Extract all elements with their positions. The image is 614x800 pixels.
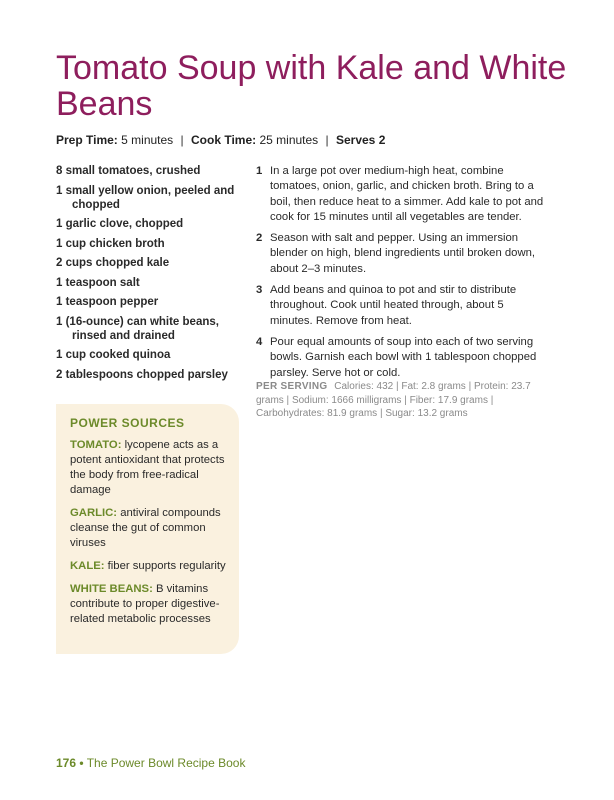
- nutrition-text: Calories: 432 | Fat: 2.8 grams | Protein: 23.7 grams | Sodium: 1666 milligrams | Fiber: 17.9 grams | Carbohydrates: 81.9 grams | Sugar: 13.2 grams: [256, 381, 531, 419]
- power-source-text: B vitamins contribute to proper digestive-related metabolic processes: [70, 583, 220, 625]
- power-source-text: antiviral compounds cleanse the gut of common viruses: [70, 507, 221, 549]
- page-footer: [56, 756, 245, 770]
- power-source-label: TOMATO:: [70, 439, 122, 451]
- step-text: Season with salt and pepper. Using an immersion blender on high, blend ingredients until broken down, about 2–3 minutes.: [270, 232, 536, 275]
- ingredient-item: 1 teaspoon pepper: [56, 296, 159, 308]
- prep-time-value: 5 minutes: [121, 133, 174, 147]
- ingredient-item: 8 small tomatoes, crushed: [56, 165, 201, 177]
- cook-time-label: Cook Time:: [191, 133, 257, 147]
- power-source-text: fiber supports regularity: [107, 560, 226, 572]
- ingredient-item: 1 teaspoon salt: [56, 276, 140, 289]
- meta-separator: |: [180, 133, 184, 147]
- ingredient-item: 2 cups chopped kale: [56, 257, 170, 269]
- nutrition-info: [256, 380, 546, 421]
- power-source-item: [70, 438, 227, 498]
- ingredient-item: 1 (16-ounce) can white beans, rinsed and drained: [56, 315, 219, 342]
- page-number: 176: [56, 756, 77, 770]
- power-source-item: [70, 582, 227, 627]
- recipe-meta: [56, 133, 385, 147]
- power-sources-box: [56, 404, 239, 654]
- directions-list: [256, 164, 546, 387]
- prep-time-label: Prep Time:: [56, 133, 118, 147]
- ingredient-item: 1 cup chicken broth: [56, 237, 165, 250]
- step-number: 3: [256, 284, 263, 297]
- step-number: 4: [256, 335, 263, 348]
- ingredient-item: 2 tablespoons chopped parsley: [56, 368, 228, 381]
- ingredient-item: 1 garlic clove, chopped: [56, 218, 184, 230]
- power-source-label: KALE:: [70, 560, 105, 572]
- ingredient-list: [56, 164, 246, 387]
- direction-step: [256, 335, 546, 381]
- power-source-label: WHITE BEANS:: [70, 583, 153, 595]
- footer-bullet: •: [79, 756, 84, 770]
- book-title: The Power Bowl Recipe Book: [86, 756, 246, 770]
- step-text: Pour equal amounts of soup into each of two serving bowls. Garnish each bowl with 1 tablespoon chopped parsley. Serve hot or cold.: [270, 335, 537, 379]
- cook-time-value: 25 minutes: [259, 133, 319, 147]
- power-source-item: [70, 506, 227, 551]
- ingredient-item: 1 cup cooked quinoa: [56, 349, 171, 361]
- step-text: Add beans and quinoa to pot and stir to distribute throughout. Cook until heated through, about 5 minutes. Remove from heat.: [270, 284, 517, 327]
- recipe-title: Tomato Soup with Kale and White Beans: [56, 49, 567, 123]
- ingredient-item: 1 small yellow onion, peeled and chopped: [56, 184, 235, 211]
- meta-separator: |: [325, 133, 329, 147]
- direction-step: [256, 231, 546, 277]
- power-source-text: lycopene acts as a potent antioxidant that protects the body from free-radical damage: [70, 439, 225, 496]
- step-number: 1: [256, 165, 263, 177]
- per-serving-label: PER SERVING: [256, 381, 328, 392]
- power-sources-title: POWER SOURCES: [70, 416, 185, 430]
- direction-step: [256, 164, 546, 225]
- step-number: 2: [256, 232, 263, 245]
- power-source-item: [70, 559, 227, 574]
- power-source-label: GARLIC:: [70, 507, 118, 519]
- direction-step: [256, 283, 546, 329]
- serves: Serves 2: [335, 133, 386, 147]
- step-text: In a large pot over medium-high heat, combine tomatoes, onion, garlic, and chicken broth. Bring to a boil, then reduce heat to a simmer. Add kale to pot and cook for 15 minutes until all vegetables are tender.: [270, 165, 544, 223]
